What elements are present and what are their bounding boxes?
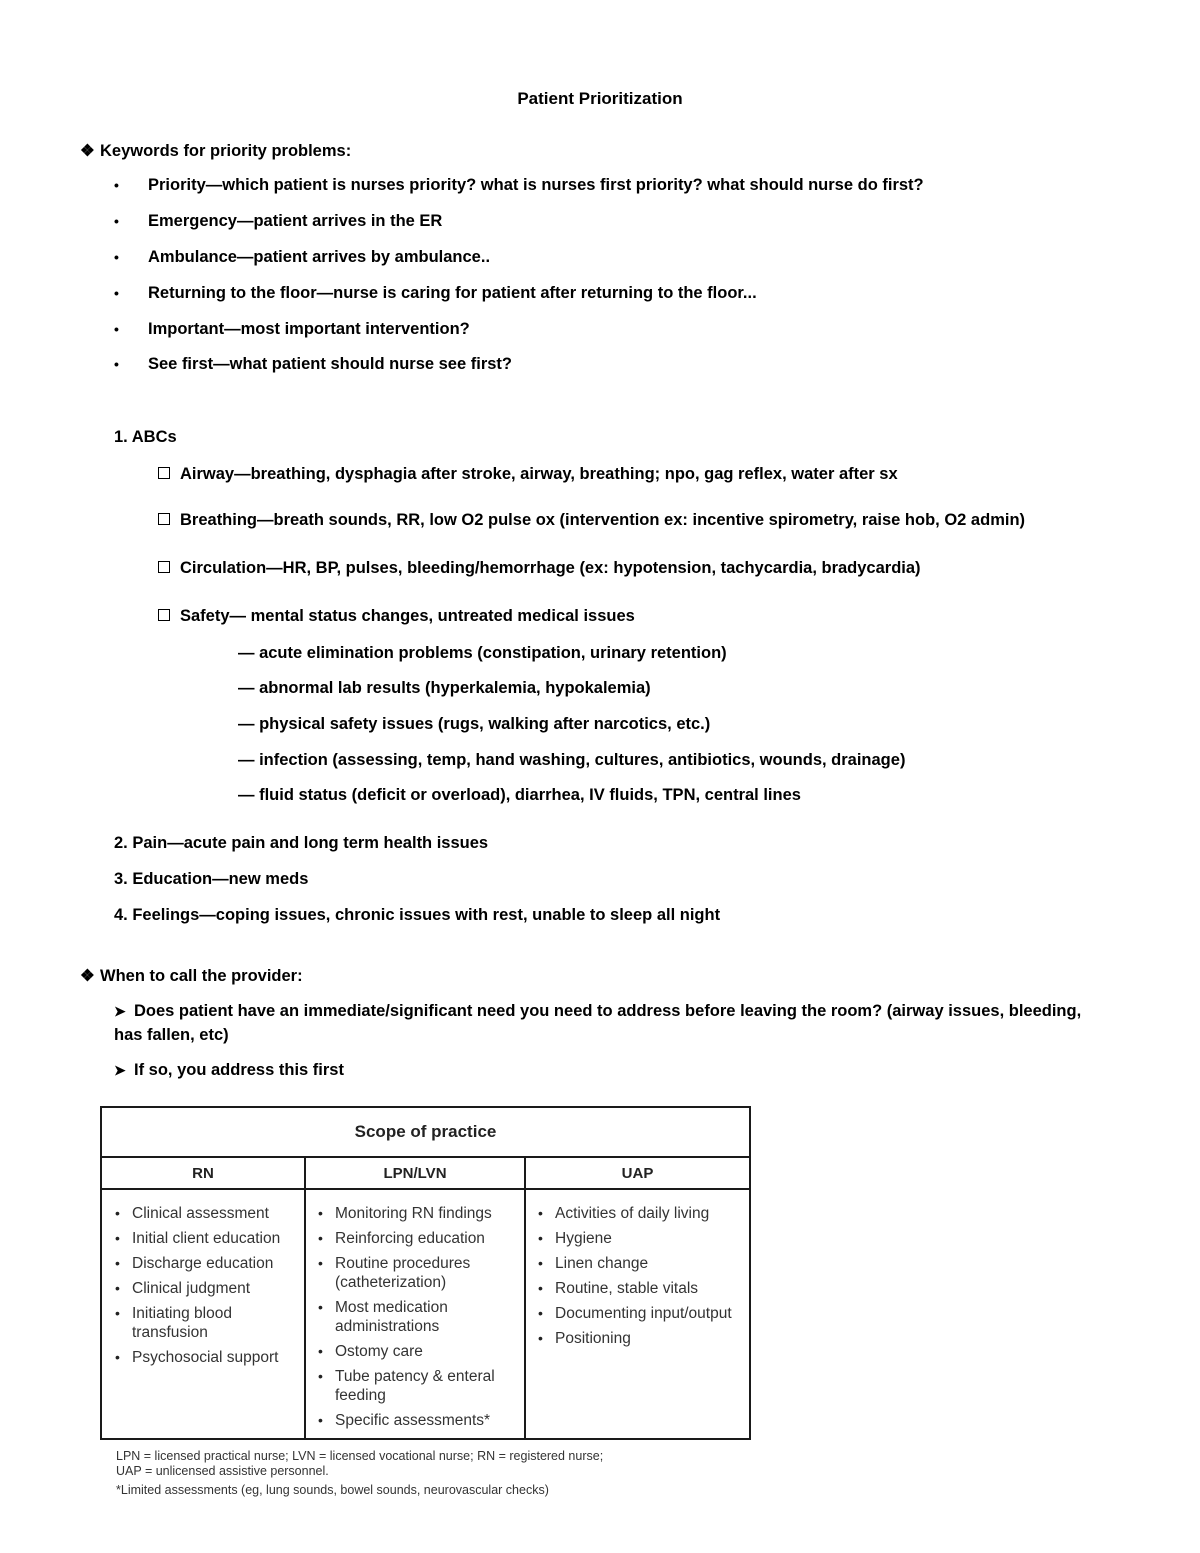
table-title: Scope of practice: [102, 1108, 749, 1158]
table-list-item: • Initiating blood transfusion: [132, 1304, 302, 1342]
abcs-heading: 1. ABCs: [114, 428, 177, 446]
list-item: [158, 559, 921, 578]
table-list-item: • Psychosocial support: [132, 1348, 302, 1367]
provider-item-text: Does patient have an immediate/significant need you need to address before leaving the room? (airway issues, bleeding, has fallen, etc): [114, 1002, 1082, 1044]
list-item: [114, 212, 442, 231]
safety-subitem: — abnormal lab results (hyperkalemia, hypokalemia): [238, 679, 651, 697]
checkbox-square-icon: [158, 513, 170, 525]
keywords-heading-row: [80, 141, 351, 161]
table-footnote: UAP = unlicensed assistive personnel.: [116, 1464, 329, 1478]
table-list-item: • Documenting input/output: [555, 1304, 749, 1323]
keywords-heading: Keywords for priority problems:: [100, 142, 352, 160]
table-list-item: • Clinical judgment: [132, 1279, 302, 1298]
keyword-item-text: See first—what patient should nurse see first?: [148, 355, 512, 373]
keyword-item-text: Returning to the floor—nurse is caring for patient after returning to the floor...: [148, 284, 757, 302]
numbered-item: 3. Education—new meds: [114, 870, 309, 888]
abc-item-text: Breathing—breath sounds, RR, low O2 pulse ox (intervention ex: incentive spirometry, raise hob, O2 admin): [180, 511, 1026, 529]
table-list-item: • Positioning: [555, 1329, 749, 1348]
keyword-item-text: Emergency—patient arrives in the ER: [148, 212, 443, 230]
column-header-rn: RN: [102, 1158, 304, 1190]
bullet-icon: •: [114, 213, 119, 229]
list-item: [114, 320, 470, 339]
checkbox-square-icon: [158, 467, 170, 479]
lpn-lvn-column: [305, 1192, 523, 1438]
keyword-item-text: Ambulance—patient arrives by ambulance..: [148, 248, 491, 266]
bullet-icon: •: [114, 249, 119, 265]
table-list-item: • Clinical assessment: [132, 1204, 302, 1223]
diamond-bullet-icon: ❖: [80, 142, 95, 160]
list-item: [158, 607, 635, 626]
bullet-icon: •: [114, 321, 119, 337]
table-list-item: • Hygiene: [555, 1229, 749, 1248]
table-list-item: • Ostomy care: [335, 1342, 523, 1361]
page-title: Patient Prioritization: [517, 89, 683, 108]
arrow-bullet-icon: ➤: [114, 1003, 126, 1019]
abc-item-text: Airway—breathing, dysphagia after stroke, airway, breathing; npo, gag reflex, water after sx: [180, 465, 898, 483]
numbered-item: 4. Feelings—coping issues, chronic issues with rest, unable to sleep all night: [114, 906, 721, 924]
table-list-item: • Initial client education: [132, 1229, 302, 1248]
table-list-item: • Activities of daily living: [555, 1204, 749, 1223]
provider-heading: When to call the provider:: [100, 967, 303, 985]
arrow-bullet-icon: ➤: [114, 1062, 126, 1078]
table-list-item: • Reinforcing education: [335, 1229, 523, 1248]
safety-subitem: — infection (assessing, temp, hand washing, cultures, antibiotics, wounds, drainage): [238, 751, 906, 769]
column-header-uap: UAP: [526, 1158, 749, 1190]
provider-item-text: If so, you address this first: [134, 1061, 344, 1079]
column-header-lpn-lvn: LPN/LVN: [306, 1158, 524, 1190]
scope-of-practice-table: [100, 1106, 751, 1440]
table-footnote: LPN = licensed practical nurse; LVN = licensed vocational nurse; RN = registered nurse;: [116, 1449, 604, 1463]
checkbox-square-icon: [158, 609, 170, 621]
diamond-bullet-icon: ❖: [80, 967, 95, 985]
list-item: [158, 465, 898, 484]
safety-subitem: — fluid status (deficit or overload), diarrhea, IV fluids, TPN, central lines: [238, 786, 801, 804]
bullet-icon: •: [114, 356, 119, 372]
table-list-item: • Monitoring RN findings: [335, 1204, 523, 1223]
table-list-item: • Routine, stable vitals: [555, 1279, 749, 1298]
list-item: [114, 1061, 344, 1080]
abc-item-text: Circulation—HR, BP, pulses, bleeding/hemorrhage (ex: hypotension, tachycardia, bradycardia): [180, 559, 921, 577]
keyword-item-text: Priority—which patient is nurses priority? what is nurses first priority? what should nurse do first?: [148, 176, 924, 194]
list-item: [114, 999, 1104, 1047]
table-list-item: • Most medication administrations: [335, 1298, 523, 1336]
keyword-item-text: Important—most important intervention?: [148, 320, 470, 338]
safety-subitem: — acute elimination problems (constipation, urinary retention): [238, 644, 727, 662]
rn-column: [102, 1192, 302, 1438]
table-list-item: • Specific assessments*: [335, 1411, 523, 1430]
checkbox-square-icon: [158, 561, 170, 573]
list-item: [114, 355, 512, 374]
table-list-item: • Routine procedures (catheterization): [335, 1254, 523, 1292]
list-item: [114, 176, 924, 195]
abc-item-text: Safety— mental status changes, untreated medical issues: [180, 607, 635, 625]
table-list-item: • Discharge education: [132, 1254, 302, 1273]
table-list-item: • Linen change: [555, 1254, 749, 1273]
uap-column: [525, 1192, 749, 1438]
bullet-icon: •: [114, 177, 119, 193]
numbered-item: 2. Pain—acute pain and long term health issues: [114, 834, 489, 852]
table-list-item: • Tube patency & enteral feeding: [335, 1367, 523, 1405]
table-footnote: *Limited assessments (eg, lung sounds, bowel sounds, neurovascular checks): [116, 1483, 549, 1497]
bullet-icon: •: [114, 285, 119, 301]
list-item: [114, 284, 757, 303]
list-item: [114, 248, 490, 267]
provider-heading-row: [80, 966, 303, 986]
safety-subitem: — physical safety issues (rugs, walking after narcotics, etc.): [238, 715, 711, 733]
list-item: [158, 511, 1025, 530]
